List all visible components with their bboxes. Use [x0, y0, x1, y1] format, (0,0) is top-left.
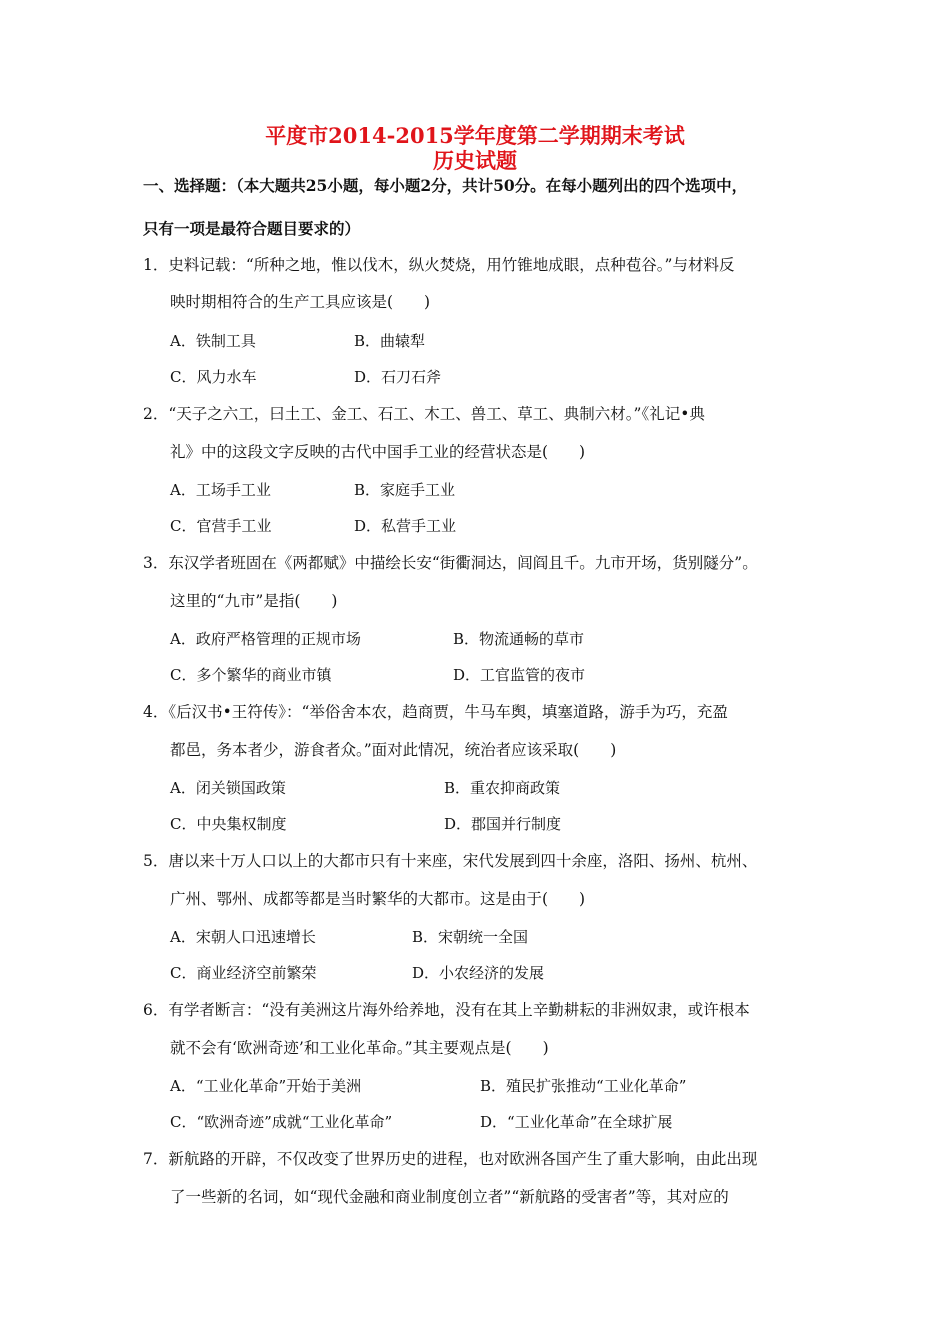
- question-3-stem: 3．东汉学者班固在《两都赋》中描绘长安“街衢洞达，闾阎且千。九市开场，货别隧分”。: [143, 554, 758, 572]
- question-6-option-c: C．“欧洲奇迹”成就“工业化革命”: [170, 1113, 393, 1131]
- question-2-stem: 2．“天子之六工，曰土工、金工、石工、木工、兽工、草工、典制六材。”《礼记•典: [143, 405, 705, 423]
- question-7-stem: 7．新航路的开辟，不仅改变了世界历史的进程，也对欧洲各国产生了重大影响，由此出现: [143, 1150, 758, 1168]
- question-1-option-b: B．曲辕犁: [354, 332, 426, 350]
- question-1-stem: 1．史料记载：“所种之地，惟以伐木，纵火焚烧，用竹锥地成眼，点种苞谷。”与材料反: [143, 256, 735, 274]
- question-6-option-b: B．殖民扩张推动“工业化革命”: [480, 1077, 687, 1095]
- question-2-option-b: B．家庭手工业: [354, 481, 456, 499]
- question-3-option-b: B．物流通畅的草市: [453, 630, 585, 648]
- question-3-option-d: D．工官监管的夜市: [453, 666, 586, 684]
- question-1-option-d: D．石刀石斧: [354, 368, 442, 386]
- question-2-option-d: D．私营手工业: [354, 517, 457, 535]
- question-5-option-c: C．商业经济空前繁荣: [170, 964, 317, 982]
- question-4-stem-cont: 都邑，务本者少，游食者众。”面对此情况，统治者应该采取( ): [170, 741, 617, 759]
- question-5-option-b: B．宋朝统一全国: [412, 928, 529, 946]
- question-1-stem-cont: 映时期相符合的生产工具应该是( ): [170, 293, 431, 311]
- question-5-option-a: A．宋朝人口迅速增长: [170, 928, 316, 946]
- question-2-stem-cont: 礼》中的这段文字反映的古代中国手工业的经营状态是( ): [170, 443, 586, 461]
- exam-title: 平度市2014-2015学年度第二学期期末考试: [265, 123, 685, 148]
- question-4-stem: 4．《后汉书•王符传》：“举俗舍本农，趋商贾，牛马车舆，填塞道路，游手为巧，充盈: [143, 703, 728, 721]
- question-7-stem-cont: 了一些新的名词，如“现代金融和商业制度创立者”“新航路的受害者”等，其对应的: [170, 1188, 729, 1206]
- question-3-option-c: C．多个繁华的商业市镇: [170, 666, 332, 684]
- question-6-option-a: A．“工业化革命”开始于美洲: [170, 1077, 362, 1095]
- question-6-stem: 6．有学者断言：“没有美洲这片海外给养地，没有在其上辛勤耕耘的非洲奴隶，或许根本: [143, 1001, 750, 1019]
- question-4-option-d: D．郡国并行制度: [444, 815, 562, 833]
- question-2-option-c: C．官营手工业: [170, 517, 272, 535]
- question-4-option-a: A．闭关锁国政策: [170, 779, 286, 797]
- question-5-stem: 5．唐以来十万人口以上的大都市只有十来座，宋代发展到四十余座，洛阳、扬州、杭州、: [143, 852, 758, 870]
- question-6-stem-cont: 就不会有‘欧洲奇迹’和工业化革命。”其主要观点是( ): [170, 1039, 549, 1057]
- question-5-stem-cont: 广州、鄂州、成都等都是当时繁华的大都市。这是由于( ): [170, 890, 586, 908]
- question-5-option-d: D．小农经济的发展: [412, 964, 545, 982]
- exam-subtitle: 历史试题: [433, 148, 517, 173]
- question-4-option-c: C．中央集权制度: [170, 815, 287, 833]
- question-3-stem-cont: 这里的“九市”是指( ): [170, 592, 338, 610]
- question-1-option-c: C．风力水车: [170, 368, 257, 386]
- section-instructions-line1: 一、选择题：（本大题共25小题，每小题2分，共计50分。在每小题列出的四个选项中，: [143, 176, 748, 195]
- question-3-option-a: A．政府严格管理的正规市场: [170, 630, 361, 648]
- question-2-option-a: A．工场手工业: [170, 481, 271, 499]
- question-1-option-a: A．铁制工具: [170, 332, 256, 350]
- question-6-option-d: D．“工业化革命”在全球扩展: [480, 1113, 673, 1131]
- question-4-option-b: B．重农抑商政策: [444, 779, 561, 797]
- section-instructions-line2: 只有一项是最符合题目要求的）: [143, 219, 361, 238]
